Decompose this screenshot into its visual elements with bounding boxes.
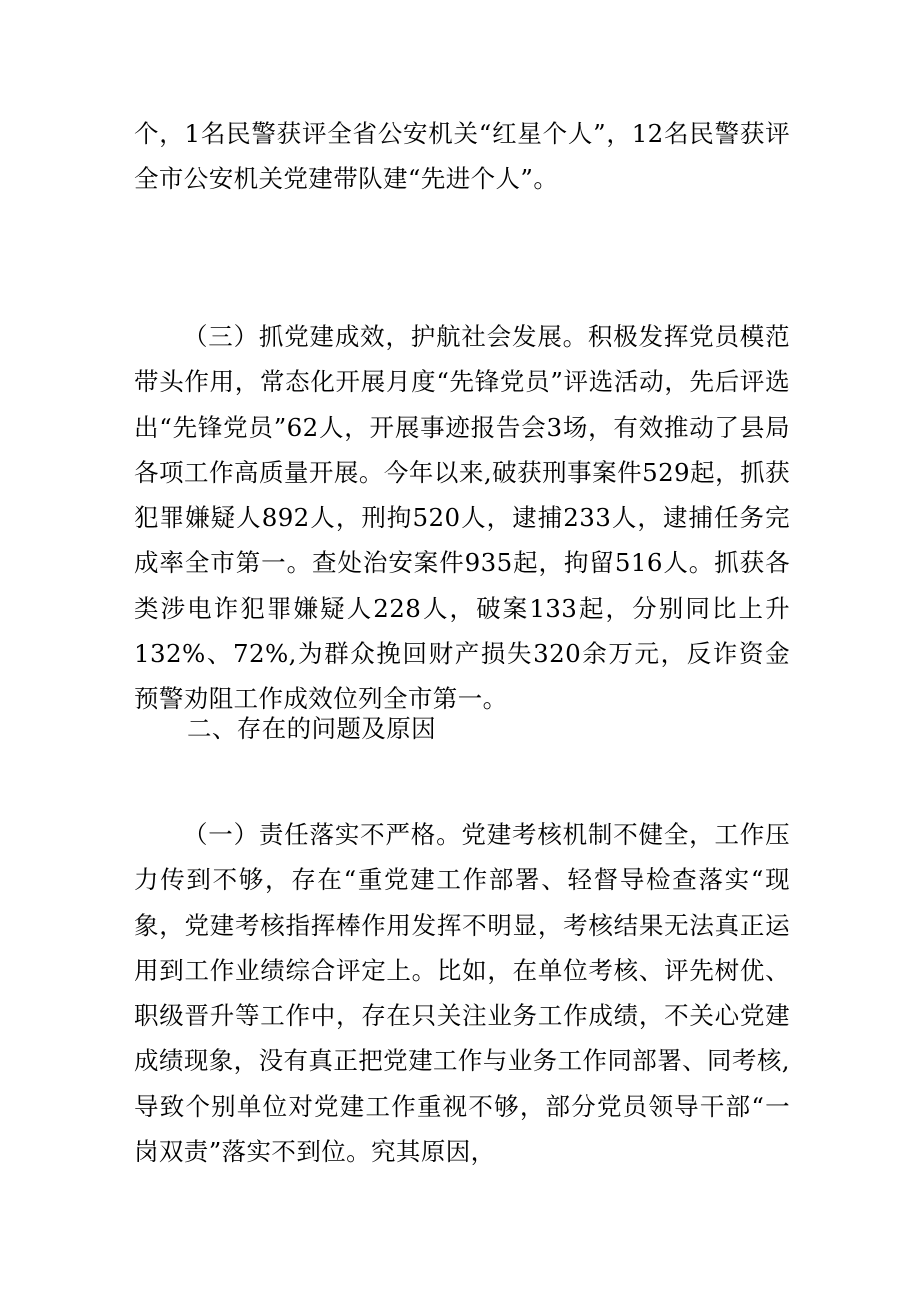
paragraph-continuation: 个，1名民警获评全省公安机关“红星个人”，12名民警获评全市公安机关党建带队建“先进个人”。 [134, 119, 790, 194]
section-heading-problems: 二、存在的问题及原因 [187, 714, 436, 743]
paragraph-responsibility: （一）责任落实不严格。党建考核机制不健全，工作压力传到不够，存在“重党建工作部署、轻督导检查落实“现象，党建考核指挥棒作用发挥不明显，考核结果无法真正运用到工作业绩综合评定上。比如，在单位考核、评先树优、职级晋升等工作中，存在只关注业务工作成绩，不关心党建成绩现象，没有真正把党建工作与业务工作同部署、同考核,导致个别单位对党建工作重视不够，部分党员领导干部“一岗双责”落实不到位。究其原因， [134, 820, 790, 1167]
paragraph-party-building-results: （三）抓党建成效，护航社会发展。积极发挥党员模范带头作用，常态化开展月度“先锋党员”评选活动，先后评选出“先锋党员”62人，开展事迹报告会3场，有效推动了县局各项工作高质量开展。今年以来,破获刑事案件529起，抓获犯罪嫌疑人892人，刑拘520人，逮捕233人，逮捕任务完成率全市第一。查处治安案件935起，拘留516人。抓获各类涉电诈犯罪嫌疑人228人，破案133起，分别同比上升132%、72%,为群众挽回财产损失320余万元，反诈资金预警劝阻工作成效位列全市第一。 [134, 322, 790, 714]
